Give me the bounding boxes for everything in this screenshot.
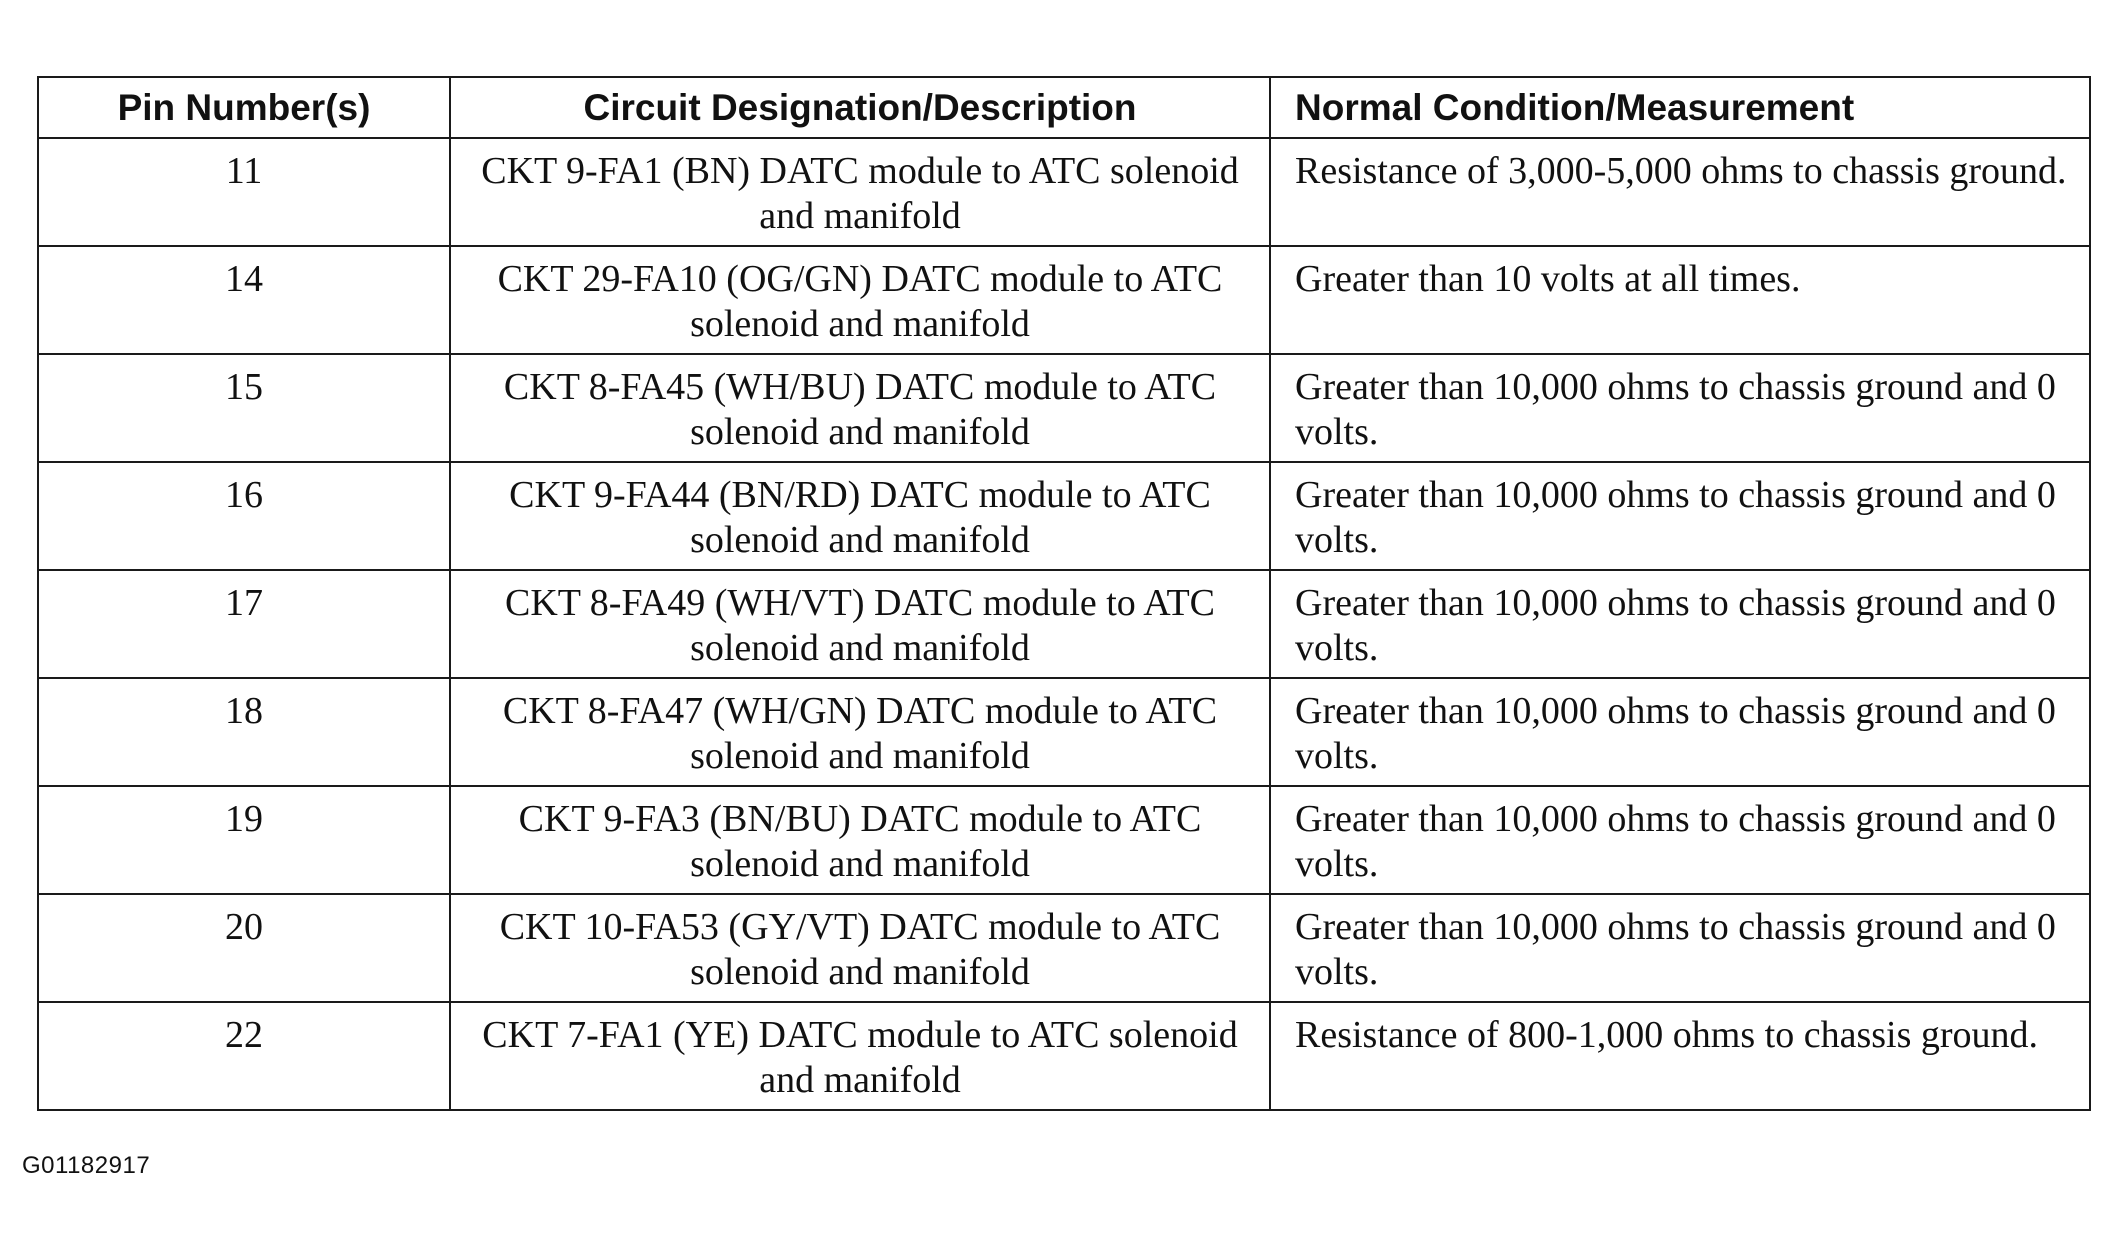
table-row [38, 786, 2090, 894]
measurement-cell: Greater than 10 volts at all times. [1270, 246, 2090, 354]
table-row [38, 354, 2090, 462]
measurement-cell: Greater than 10,000 ohms to chassis ground and 0 volts. [1270, 786, 2090, 894]
pin-cell: 22 [38, 1002, 450, 1110]
table-row [38, 462, 2090, 570]
description-cell: CKT 9-FA1 (BN) DATC module to ATC solenoid and manifold [450, 138, 1270, 246]
pin-cell: 15 [38, 354, 450, 462]
table-row [38, 1002, 2090, 1110]
measurement-cell: Resistance of 800-1,000 ohms to chassis ground. [1270, 1002, 2090, 1110]
header-circuit-description: Circuit Designation/Description [450, 77, 1270, 138]
measurement-cell: Greater than 10,000 ohms to chassis ground and 0 volts. [1270, 894, 2090, 1002]
description-cell: CKT 7-FA1 (YE) DATC module to ATC solenoid and manifold [450, 1002, 1270, 1110]
pin-cell: 11 [38, 138, 450, 246]
measurement-cell: Greater than 10,000 ohms to chassis ground and 0 volts. [1270, 462, 2090, 570]
pin-cell: 16 [38, 462, 450, 570]
table-row [38, 894, 2090, 1002]
header-row [38, 77, 2090, 138]
pin-cell: 19 [38, 786, 450, 894]
measurement-cell: Greater than 10,000 ohms to chassis ground and 0 volts. [1270, 678, 2090, 786]
header-normal-condition: Normal Condition/Measurement [1270, 77, 2090, 138]
pin-cell: 18 [38, 678, 450, 786]
pin-cell: 14 [38, 246, 450, 354]
measurement-cell: Greater than 10,000 ohms to chassis ground and 0 volts. [1270, 570, 2090, 678]
table-row [38, 246, 2090, 354]
description-cell: CKT 8-FA45 (WH/BU) DATC module to ATC solenoid and manifold [450, 354, 1270, 462]
table-row [38, 678, 2090, 786]
pin-cell: 20 [38, 894, 450, 1002]
measurement-cell: Resistance of 3,000-5,000 ohms to chassis ground. [1270, 138, 2090, 246]
description-cell: CKT 9-FA3 (BN/BU) DATC module to ATC solenoid and manifold [450, 786, 1270, 894]
description-cell: CKT 8-FA49 (WH/VT) DATC module to ATC solenoid and manifold [450, 570, 1270, 678]
figure-id: G01182917 [22, 1152, 151, 1179]
table-row [38, 138, 2090, 246]
header-pin-numbers: Pin Number(s) [38, 77, 450, 138]
pin-table [37, 76, 2091, 1111]
measurement-cell: Greater than 10,000 ohms to chassis ground and 0 volts. [1270, 354, 2090, 462]
description-cell: CKT 29-FA10 (OG/GN) DATC module to ATC solenoid and manifold [450, 246, 1270, 354]
table-row [38, 570, 2090, 678]
description-cell: CKT 9-FA44 (BN/RD) DATC module to ATC solenoid and manifold [450, 462, 1270, 570]
description-cell: CKT 8-FA47 (WH/GN) DATC module to ATC solenoid and manifold [450, 678, 1270, 786]
pin-cell: 17 [38, 570, 450, 678]
description-cell: CKT 10-FA53 (GY/VT) DATC module to ATC solenoid and manifold [450, 894, 1270, 1002]
